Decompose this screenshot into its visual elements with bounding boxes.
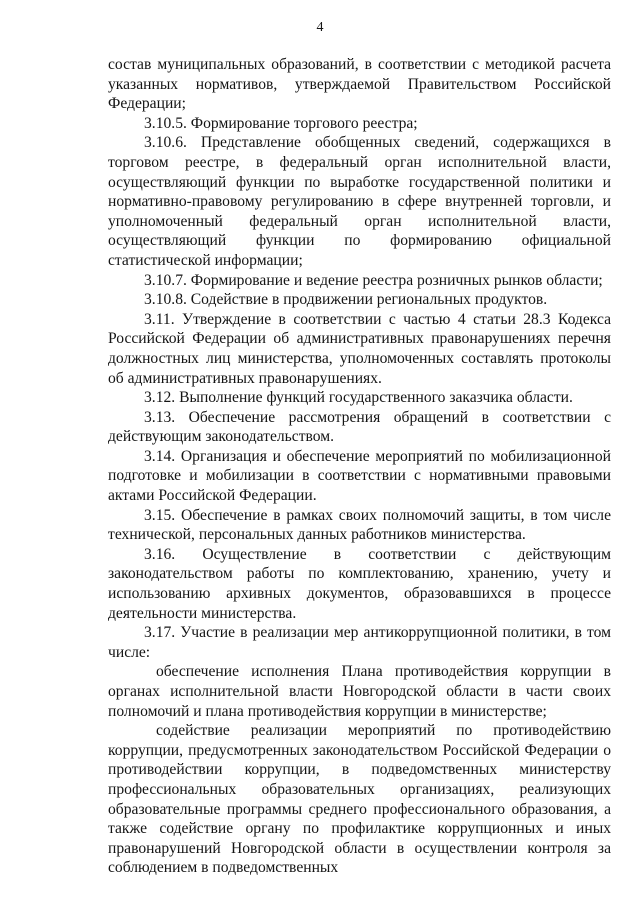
paragraph-3-12: 3.12. Выполнение функций государственного заказчика области.	[144, 389, 573, 407]
paragraph-anticorruption-plan: обеспечение исполнения Плана противодействия коррупции в органах исполнительной власти Новгородской области в части своих полномочий и плана противодействия коррупции в министерстве;	[108, 663, 611, 720]
document-body	[108, 55, 611, 878]
paragraph-3-10-8: 3.10.8. Содействие в продвижении региональных продуктов.	[144, 291, 548, 309]
paragraph-3-10-7: 3.10.7. Формирование и ведение реестра розничных рынков области;	[144, 271, 603, 289]
paragraph-municipal-continuation: состав муниципальных образований, в соответствии с методикой расчета указанных нормативов, утверждаемой Правительством Российской Федерации;	[108, 56, 611, 113]
paragraph-3-13: 3.13. Обеспечение рассмотрения обращений в соответствии с действующим законодательством.	[108, 408, 611, 446]
paragraph-3-14: 3.14. Организация и обеспечение мероприятий по мобилизационной подготовке и мобилизации в соответствии с нормативными правовыми актами Российской Федерации.	[108, 447, 611, 505]
paragraph-3-10-5: 3.10.5. Формирование торгового реестра;	[144, 114, 418, 132]
paragraph-3-11: 3.11. Утверждение в соответствии с частью 4 статьи 28.3 Кодекса Российской Федерации об административных правонарушениях перечня должностных лиц министерства, уполномоченных составлять протоколы об административных правонарушениях.	[108, 310, 611, 387]
paragraph-anticorruption-measures: содействие реализации мероприятий по противодействию коррупции, предусмотренных законодательством Российской Федерации о противодействии коррупции, в подведомственных министерству профессиональных образовательных организациях, реализующих образовательные программы среднего профессионального образования, а также содействие органу по профилактике коррупционных и иных правонарушений Новгородской области в осуществлении контроля за соблюдением в подведомственных	[108, 722, 611, 877]
paragraph-3-17: 3.17. Участие в реализации мер антикоррупционной политики, в том числе:	[108, 624, 611, 661]
page-number: 4	[316, 20, 324, 35]
paragraph-3-16: 3.16. Осуществление в соответствии с действующим законодательством работы по комплектованию, хранению, учету и использованию архивных документов, образовавшихся в процессе деятельности министерства.	[108, 545, 611, 622]
paragraph-3-15: 3.15. Обеспечение в рамках своих полномочий защиты, в том числе технической, персональных данных работников министерства.	[108, 506, 611, 544]
paragraph-3-10-6: 3.10.6. Представление обобщенных сведений, содержащихся в торговом реестре, в федеральный орган исполнительной власти, осуществляющий функции по выработке государственной политики и нормативно-правовому регулированию в сфере внутренней торговли, и уполномоченный федеральный орган исполнительной власти, осуществляющий функции по формированию официальной статистической информации;	[108, 134, 611, 269]
